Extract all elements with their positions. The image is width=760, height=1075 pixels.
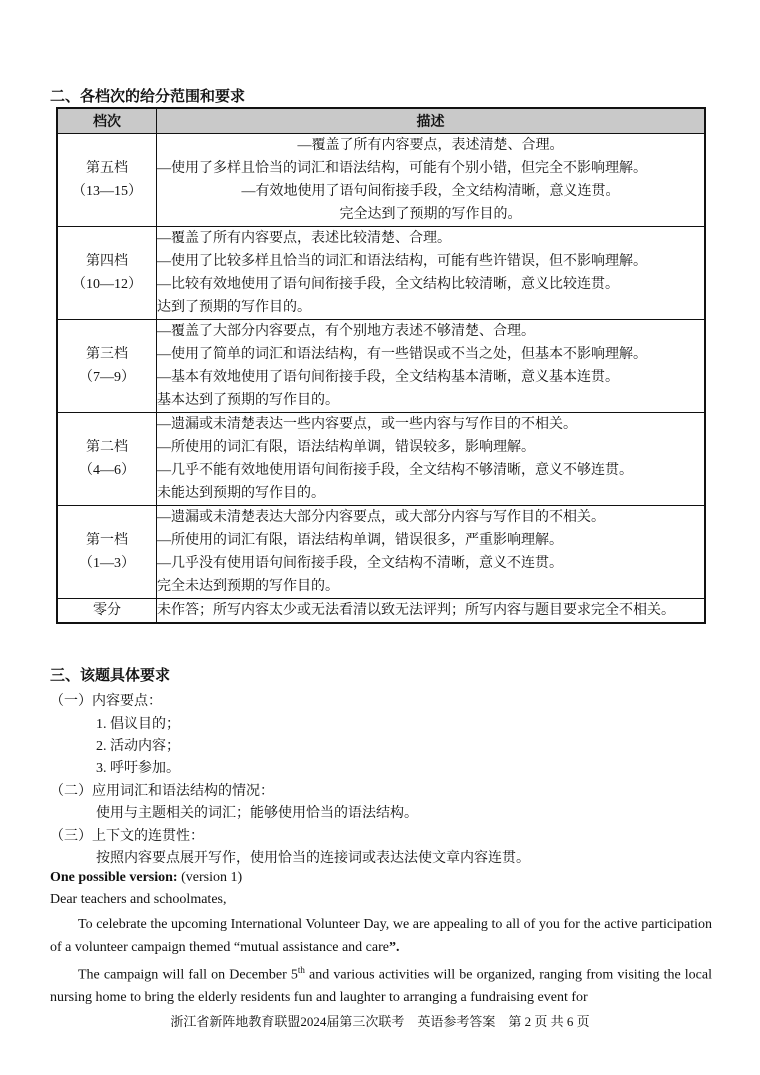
description-cell <box>157 599 706 624</box>
paragraph-1 <box>50 914 712 959</box>
page-footer: 浙江省新阵地教育联盟2024届第三次联考 英语参考答案 第 2 页 共 6 页 <box>170 1014 590 1029</box>
section2-heading: 二、各档次的给分范围和要求 <box>50 89 246 105</box>
level-name: 第二档 <box>86 440 128 455</box>
header-description: 描述 <box>157 108 706 134</box>
paragraph-2 <box>50 959 712 1010</box>
desc-line: —使用了比较多样且恰当的词汇和语法结构，可能有些许错误，但不影响理解。 <box>157 254 647 269</box>
desc-line: —几乎不能有效地使用语句间衔接手段，全文结构不够清晰，意义不够连贯。 <box>157 463 633 478</box>
level-name: 第一档 <box>86 533 128 548</box>
desc-line: 未作答；所写内容太少或无法看清以致无法评判；所写内容与题目要求完全不相关。 <box>157 603 675 618</box>
version-note: (version 1) <box>177 870 243 885</box>
description-cell <box>157 227 706 320</box>
paragraph-1-text: To celebrate the upcoming International Volunteer Day, we are appealing to all of you for the active participation of a volunteer campaign themed “mutual assistance and care <box>50 917 712 955</box>
paragraph-2-text-b: and various activities will be organized, ranging from visiting the local nursing home to bring the elderly residents fun and laughter to arranging a fundraising event for <box>50 967 713 1006</box>
desc-line: —遗漏或未清楚表达大部分内容要点，或大部分内容与写作目的不相关。 <box>157 510 605 525</box>
level-cell <box>57 134 157 227</box>
table-row <box>57 134 705 227</box>
paragraph-2-sup: th <box>297 965 305 975</box>
desc-line: —使用了简单的词汇和语法结构，有一些错误或不当之处，但基本不影响理解。 <box>157 347 647 362</box>
level-name: 第四档 <box>86 254 128 269</box>
desc-line: 完全未达到预期的写作目的。 <box>157 579 339 594</box>
desc-line: 未能达到预期的写作目的。 <box>157 486 325 501</box>
greeting: Dear teachers and schoolmates, <box>50 892 227 907</box>
requirement-2-text: 使用与主题相关的词汇；能够使用恰当的语法结构。 <box>96 806 418 821</box>
description-cell <box>157 506 706 599</box>
desc-line: —覆盖了大部分内容要点，有个别地方表述不够清楚、合理。 <box>157 324 535 339</box>
level-range: （10—12） <box>72 277 142 292</box>
description-cell <box>157 413 706 506</box>
level-cell <box>57 599 157 624</box>
desc-line: —覆盖了所有内容要点，表述清楚、合理。 <box>297 138 564 153</box>
description-cell <box>157 134 706 227</box>
level-cell <box>57 320 157 413</box>
level-range: （7—9） <box>79 370 135 385</box>
desc-line: —遗漏或未清楚表达一些内容要点，或一些内容与写作目的不相关。 <box>157 417 577 432</box>
level-range: （4—6） <box>79 463 135 478</box>
paragraph-2-text-a: The campaign will fall on December 5 <box>78 967 298 983</box>
level-cell <box>57 413 157 506</box>
desc-line: —使用了多样且恰当的词汇和语法结构，可能有个别小错，但完全不影响理解。 <box>157 161 647 176</box>
desc-line: —所使用的词汇有限，语法结构单调，错误很多，严重影响理解。 <box>157 533 563 548</box>
level-cell <box>57 227 157 320</box>
desc-line: —覆盖了所有内容要点，表述比较清楚、合理。 <box>157 231 451 246</box>
desc-line: 基本达到了预期的写作目的。 <box>157 393 339 408</box>
desc-line: —有效地使用了语句间衔接手段，全文结构清晰，意义连贯。 <box>241 184 620 199</box>
scoring-table <box>56 107 706 624</box>
header-level: 档次 <box>57 108 157 134</box>
level-name: 第三档 <box>86 347 128 362</box>
section3-heading: 三、该题具体要求 <box>50 668 171 684</box>
desc-line: 达到了预期的写作目的。 <box>157 300 311 315</box>
table-row <box>57 413 705 506</box>
desc-line: —基本有效地使用了语句间衔接手段，全文结构基本清晰，意义基本连贯。 <box>157 370 619 385</box>
desc-line: —几乎没有使用语句间衔接手段，全文结构不清晰，意义不连贯。 <box>157 556 563 571</box>
desc-line: —比较有效地使用了语句间衔接手段，全文结构比较清晰，意义比较连贯。 <box>157 277 619 292</box>
requirement-3-text: 按照内容要点展开写作，使用恰当的连接词或表达法使文章内容连贯。 <box>96 851 530 866</box>
table-row <box>57 227 705 320</box>
requirement-1-title: （一）内容要点： <box>50 694 162 709</box>
list-item: 1. 倡议目的； <box>96 717 180 732</box>
list-item: 2. 活动内容； <box>96 739 180 754</box>
table-row <box>57 599 705 624</box>
level-range: （13—15） <box>72 184 142 199</box>
paragraph-1-close: ”. <box>388 939 400 955</box>
level-name: 零分 <box>93 603 121 618</box>
requirement-2-title: （二）应用词汇和语法结构的情况： <box>50 784 274 799</box>
requirement-3-title: （三）上下文的连贯性： <box>50 829 204 844</box>
desc-line: —所使用的词汇有限，语法结构单调，错误较多，影响理解。 <box>157 440 535 455</box>
version-label: One possible version: <box>50 870 178 885</box>
table-row <box>57 506 705 599</box>
version-heading <box>50 870 242 886</box>
list-item: 3. 呼吁参加。 <box>96 761 180 776</box>
level-cell <box>57 506 157 599</box>
desc-line: 完全达到了预期的写作目的。 <box>339 207 522 222</box>
description-cell <box>157 320 706 413</box>
level-range: （1—3） <box>79 556 135 571</box>
table-row <box>57 320 705 413</box>
level-name: 第五档 <box>86 161 128 176</box>
table-header-row <box>57 108 705 134</box>
